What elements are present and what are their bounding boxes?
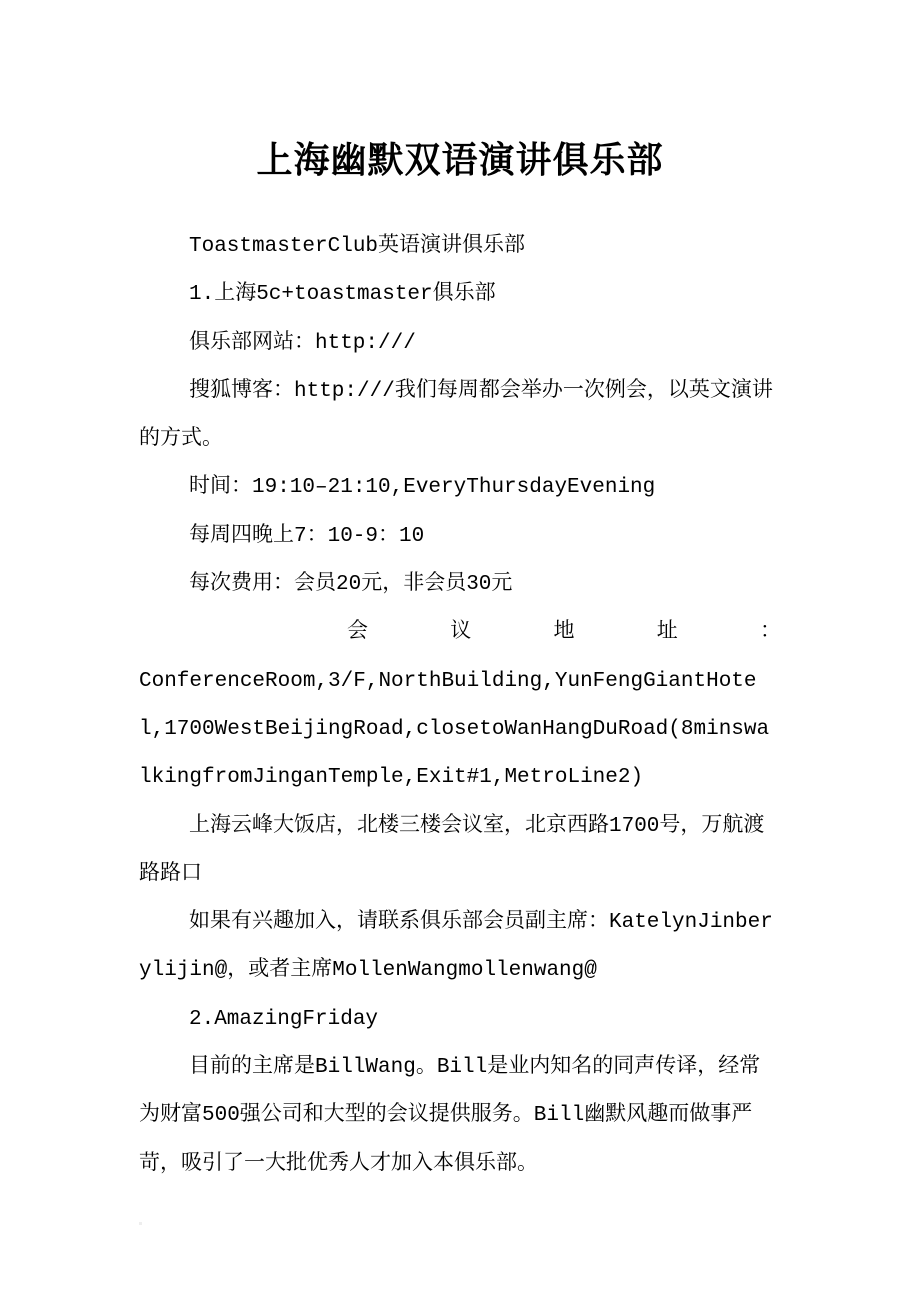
paragraph-club-1-heading: 1.上海5c+toastmaster俱乐部 [189,283,496,307]
faint-dot [139,1222,142,1225]
document-title: 上海幽默双语演讲俱乐部 [256,139,664,182]
paragraph-venue-label: 会议地址： [347,621,781,645]
paragraph-venue-english: ConferenceRoom,3/F,NorthBuilding,YunFengGiantHotel,1700WestBeijingRoad,closetoWanHangDuRoad(8minswalkingfromJinganTemple,Exit#1,MetroLine2) [139,669,770,790]
document-body [139,223,781,1189]
paragraph-fee: 每次费用：会员20元，非会员30元 [189,573,513,597]
paragraph-contact: 如果有兴趣加入，请联系俱乐部会员副主席：KatelynJinberylijin@，或者主席MollenWangmollenwang@ [139,911,773,983]
paragraph-time-english: 时间：19:10–21:10,EveryThursdayEvening [189,476,656,500]
paragraph-club-2-heading: 2.AmazingFriday [189,1007,379,1031]
paragraph-blog: 搜狐博客：http:///我们每周都会举办一次例会，以英文演讲的方式。 [139,379,773,452]
paragraph-venue-chinese: 上海云峰大饭店，北楼三楼会议室，北京西路1700号，万航渡路路口 [139,814,765,886]
paragraph-president: 目前的主席是BillWang。Bill是业内知名的同声传译，经常为财富500强公司和大型的会议提供服务。Bill幽默风趣而做事严苛，吸引了一大批优秀人才加入本俱乐部。 [139,1056,761,1176]
paragraph-time-chinese: 每周四晚上7：10-9：10 [189,524,425,548]
paragraph-website: 俱乐部网站：http:/// [189,331,416,355]
paragraph-club-intro: ToastmasterClub英语演讲俱乐部 [189,235,526,258]
